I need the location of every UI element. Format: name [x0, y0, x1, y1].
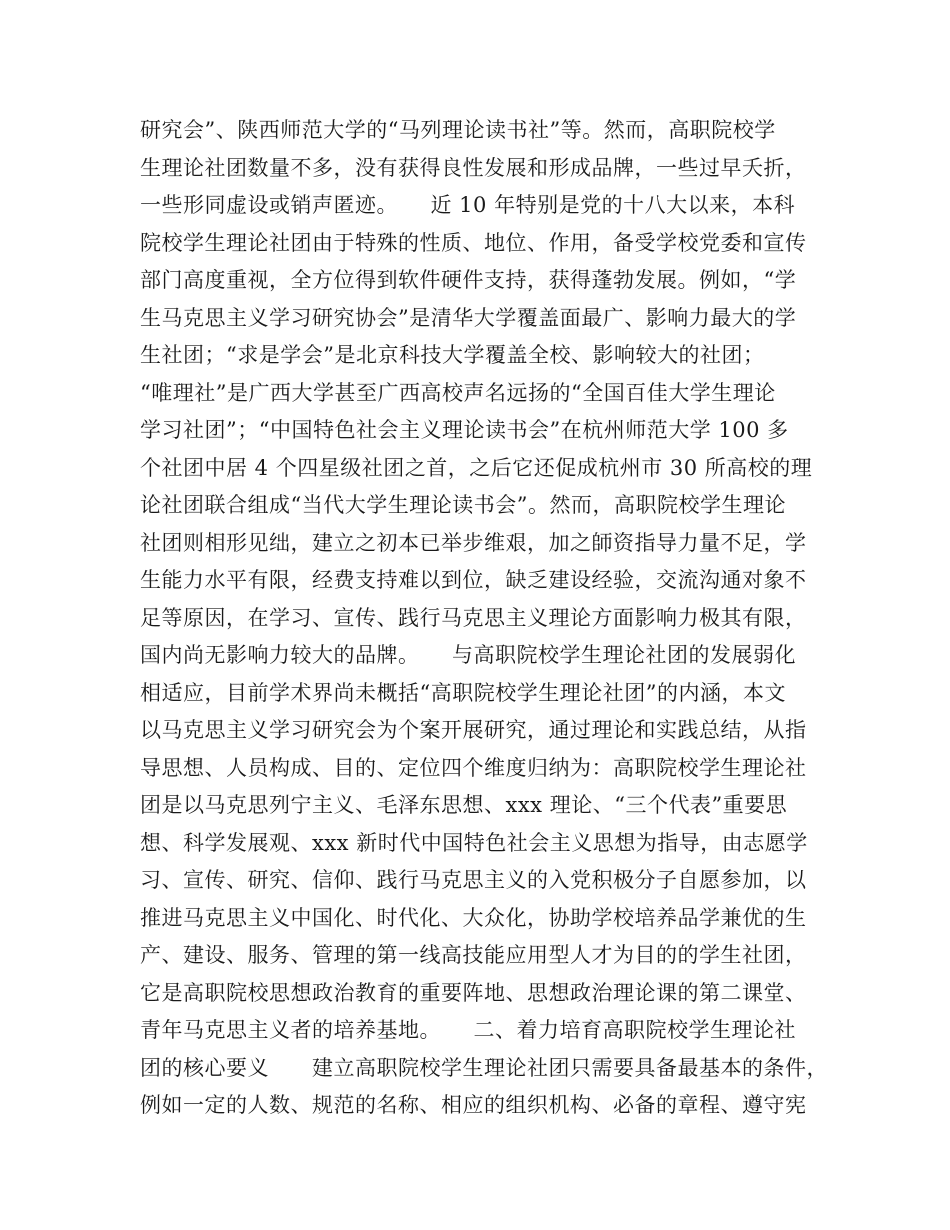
text-line: 它是高职院校思想政治教育的重要阵地、思想政治理论课的第二课堂、	[140, 980, 807, 1005]
text-line: 习、宣传、研究、信仰、践行马克思主义的入党积极分子自愿参加，以	[140, 868, 807, 892]
text-line: 国内尚无影响力较大的品牌。 与高职院校学生理论社团的发展弱化	[140, 643, 796, 667]
text-line: 生社团；“求是学会”是北京科技大学覆盖全校、影响较大的社团；	[140, 343, 765, 367]
text-line: 研究会”、陕西师范大学的“马列理论读书社”等。然而，高职院校学	[140, 118, 776, 142]
text-line: 团的核心要义 建立高职院校学生理论社团只需要具备最基本的条件，	[140, 1055, 828, 1080]
text-line: 学习社团”；“中国特色社会主义理论读书会”在杭州师范大学 100 多	[140, 418, 789, 442]
text-line: 青年马克思主义者的培养基地。 二、着力培育高职院校学生理论社	[140, 1018, 796, 1042]
text-line: 想、科学发展观、xxx 新时代中国特色社会主义思想为指导，由志愿学	[140, 830, 808, 855]
text-line: 一些形同虚设或销声匿迹。 近 10 年特别是党的十八大以来，本科	[140, 193, 796, 217]
text-line: 院校学生理论社团由于特殊的性质、地位、作用，备受学校党委和宣传	[140, 230, 807, 255]
text-line: 个社团中居 4 个四星级社团之首，之后它还促成杭州市 30 所高校的理	[140, 455, 813, 480]
text-line: 足等原因，在学习、宣传、践行马克思主义理论方面影响力极其有限，	[140, 605, 807, 630]
text-line: 例如一定的人数、规范的名称、相应的组织机构、必备的章程、遵守宪	[140, 1093, 807, 1117]
text-line: 生能力水平有限，经费支持难以到位，缺乏建设经验，交流沟通对象不	[140, 568, 807, 592]
text-line: 导思想、人员构成、目的、定位四个维度归纳为：高职院校学生理论社	[140, 755, 807, 780]
text-line: 论社团联合组成“当代大学生理论读书会”。然而，高职院校学生理论	[140, 493, 786, 517]
text-line: 团是以马克思列宁主义、毛泽东思想、xxx 理论、“三个代表”重要思	[140, 793, 788, 817]
text-line: 推进马克思主义中国化、时代化、大众化，协助学校培养品学兼优的生	[140, 905, 807, 930]
text-line: 生理论社团数量不多，没有获得良性发展和形成品牌，一些过早夭折，	[140, 155, 807, 180]
text-line: 部门高度重视，全方位得到软件硬件支持，获得蓬勃发展。例如，“学	[140, 268, 797, 292]
text-line: 生马克思主义学习研究协会”是清华大学覆盖面最广、影响力最大的学	[140, 305, 797, 330]
text-line: “唯理社”是广西大学甚至广西高校声名远扬的“全国百佳大学生理论	[140, 380, 776, 405]
text-line: 以马克思主义学习研究会为个案开展研究，通过理论和实践总结，从指	[140, 718, 807, 742]
text-line: 产、建设、服务、管理的第一线高技能应用型人才为目的的学生社团，	[140, 943, 807, 967]
body-text	[140, 112, 840, 1125]
text-line: 社团则相形见绌，建立之初本已举步维艰，加之師资指导力量不足，学	[140, 530, 807, 555]
text-line: 相适应，目前学术界尚未概括“高职院校学生理论社团”的内涵，本文	[140, 680, 786, 705]
